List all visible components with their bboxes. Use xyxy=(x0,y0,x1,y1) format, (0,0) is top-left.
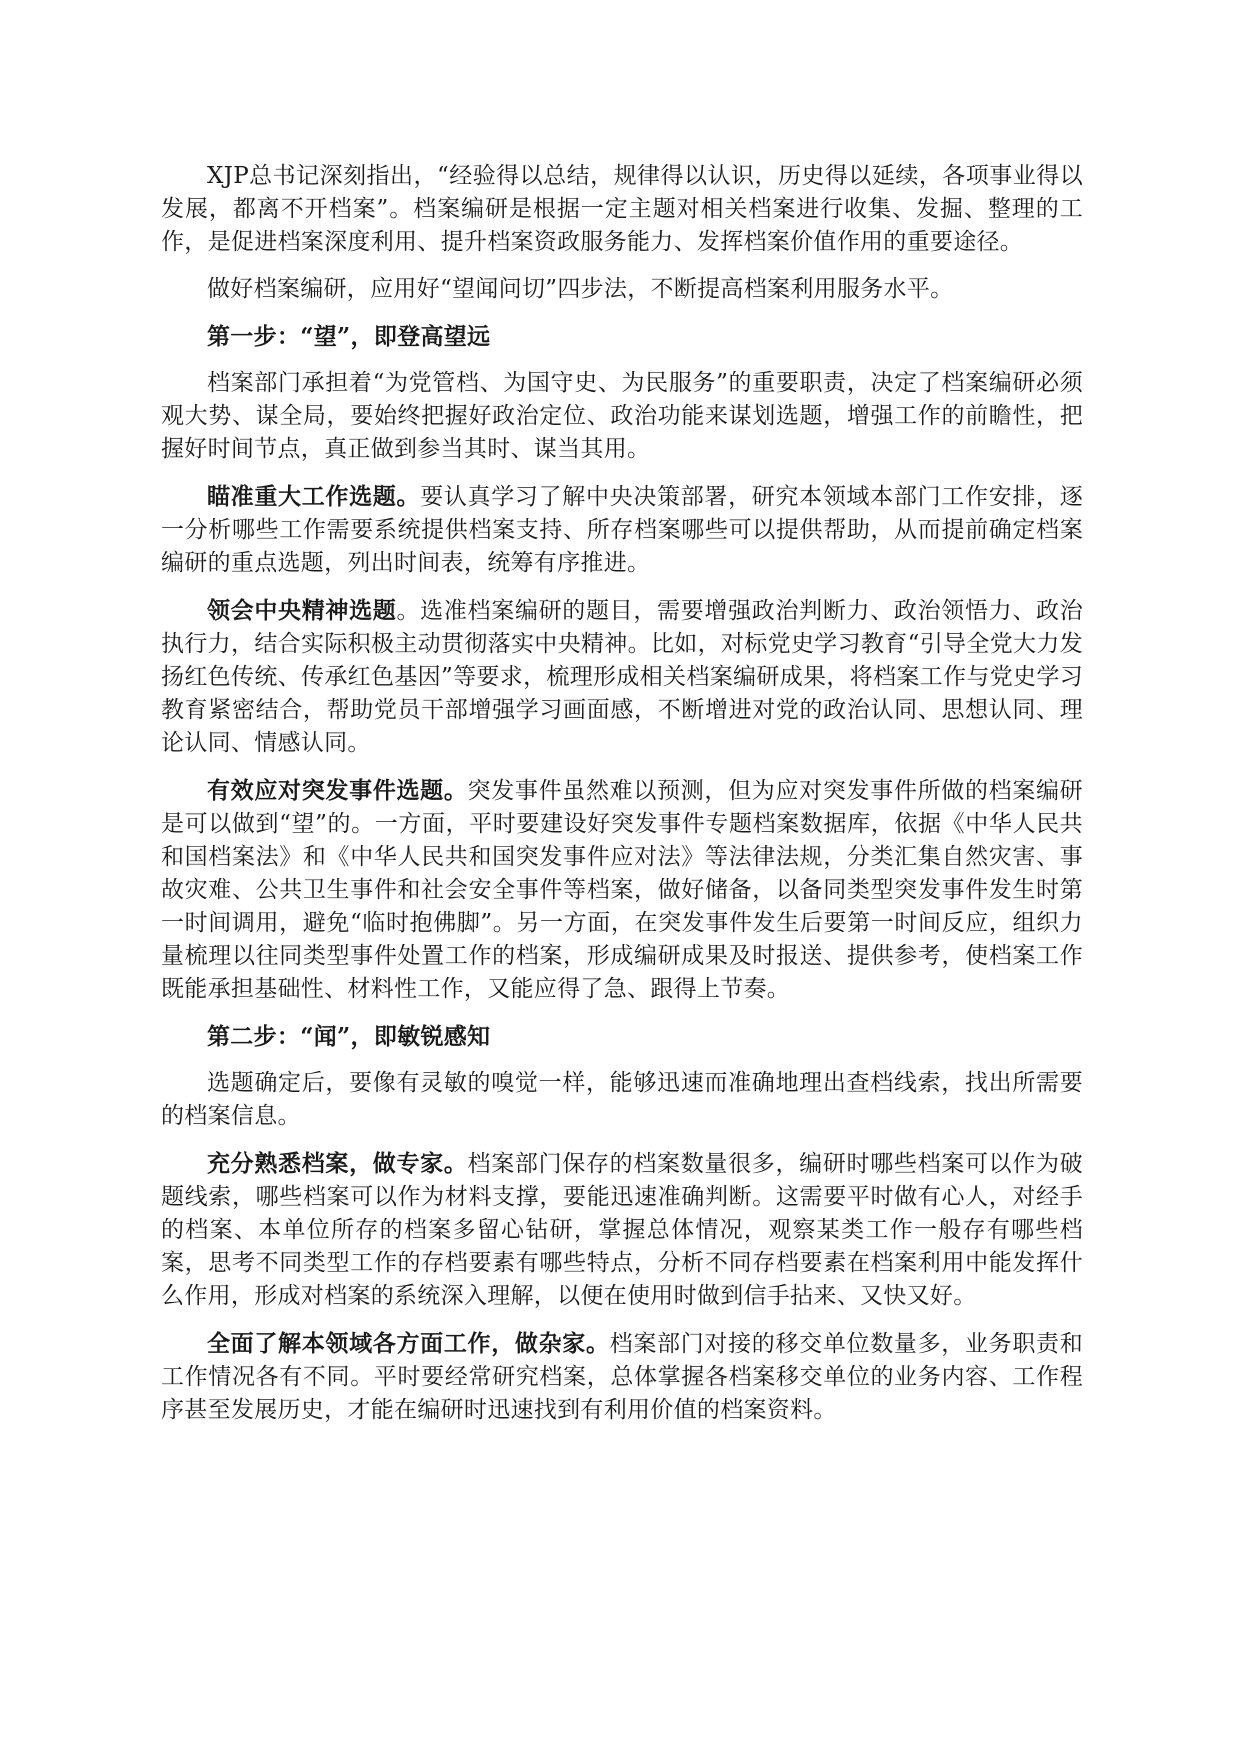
section-heading-step-2: 第二步：“闻”，即敏锐感知 xyxy=(207,1023,491,1050)
paragraph-step-1-intro xyxy=(161,367,1083,466)
paragraph-emergency-topic xyxy=(161,774,1083,1006)
paragraph-intro xyxy=(161,160,1083,259)
document-page xyxy=(161,160,1083,1441)
paragraph-text: 要认真学习了解中央决策部署，研究本领域本部门工作安排，逐一分析哪些工作需要系统提供档案支持、所存档案哪些可以提供帮助，从而提前确定档案编研的重点选题，列出时间表，统筹有序推进。 xyxy=(161,484,1084,576)
paragraph-major-work-topic xyxy=(161,480,1083,580)
paragraph-lead: 有效应对突发事件选题。 xyxy=(207,777,468,804)
paragraph-lead: 瞄准重大工作选题。 xyxy=(207,483,421,510)
paragraph-summary xyxy=(161,273,1083,306)
paragraph-text: 。选准档案编研的题目，需要增强政治判断力、政治领悟力、政治执行力，结合实际积极主动贯彻落实中央精神。比如，对标党史学习教育“引导全党大力发扬红色传统、传承红色基因”等要求，梳理形成相关档案编研成果，将档案工作与党史学习教育紧密结合，帮助党员干部增强学习画面感，不断增进对党的政治认同、思想认同、理论认同、情感认同。 xyxy=(161,598,1084,756)
paragraph-lead: 全面了解本领域各方面工作，做杂家。 xyxy=(207,1330,610,1357)
paragraph-central-spirit-topic xyxy=(161,594,1083,760)
paragraph-text: 档案部门对接的移交单位数量多，业务职责和工作情况各有不同。平时要经常研究档案，总体掌握各档案移交单位的业务内容、工作程序甚至发展历史，才能在编研时迅速找到有利用价值的档案资料。 xyxy=(161,1331,1084,1423)
paragraph-text: XJP总书记深刻指出，“经验得以总结，规律得以认识，历史得以延续，各项事业得以发展，都离不开档案”。档案编研是根据一定主题对相关档案进行收集、发掘、整理的工作，是促进档案深度利用、提升档案资政服务能力、发挥档案价值作用的重要途径。 xyxy=(161,163,1083,255)
paragraph-text: 突发事件虽然难以预测，但为应对突发事件所做的档案编研是可以做到“望”的。一方面，平时要建设好突发事件专题档案数据库，依据《中华人民共和国档案法》和《中华人民共和国突发事件应对法》等法律法规，分类汇集自然灾害、事故灾难、公共卫生事件和社会安全事件等档案，做好储备，以备同类型突发事件发生时第一时间调用，避免“临时抱佛脚”。另一方面，在突发事件发生后要第一时间反应，组织力量梳理以往同类型事件处置工作的档案，形成编研成果及时报送、提供参考，使档案工作既能承担基础性、材料性工作，又能应得了急、跟得上节奏。 xyxy=(161,778,1083,1002)
paragraph-generalist xyxy=(161,1327,1083,1427)
section-heading-step-1: 第一步：“望”，即登高望远 xyxy=(207,323,491,350)
paragraph-text: 档案部门保存的档案数量很多，编研时哪些档案可以作为破题线索，哪些档案可以作为材料支撑，要能迅速准确判断。这需要平时做有心人，对经手的档案、本单位所存的档案多留心钻研，掌握总体情况，观察某类工作一般存有哪些档案，思考不同类型工作的存档要素有哪些特点，分析不同存档要素在档案利用中能发挥什么作用，形成对档案的系统深入理解，以便在使用时做到信手拈来、又快又好。 xyxy=(161,1151,1083,1309)
paragraph-text: 档案部门承担着“为党管档、为国守史、为民服务”的重要职责，决定了档案编研必须观大势、谋全局，要始终把握好政治定位、政治功能来谋划选题，增强工作的前瞻性，把握好时间节点，真正做到参当其时、谋当其用。 xyxy=(161,370,1083,462)
paragraph-text: 做好档案编研，应用好“望闻问切”四步法，不断提高档案利用服务水平。 xyxy=(207,276,954,302)
paragraph-lead: 充分熟悉档案，做专家。 xyxy=(207,1150,468,1177)
paragraph-text: 选题确定后，要像有灵敏的嗅觉一样，能够迅速而准确地理出查档线索，找出所需要的档案信息。 xyxy=(161,1070,1083,1129)
paragraph-lead: 领会中央精神选题 xyxy=(207,597,397,624)
paragraph-expert xyxy=(161,1147,1083,1313)
paragraph-step-2-intro xyxy=(161,1067,1083,1133)
